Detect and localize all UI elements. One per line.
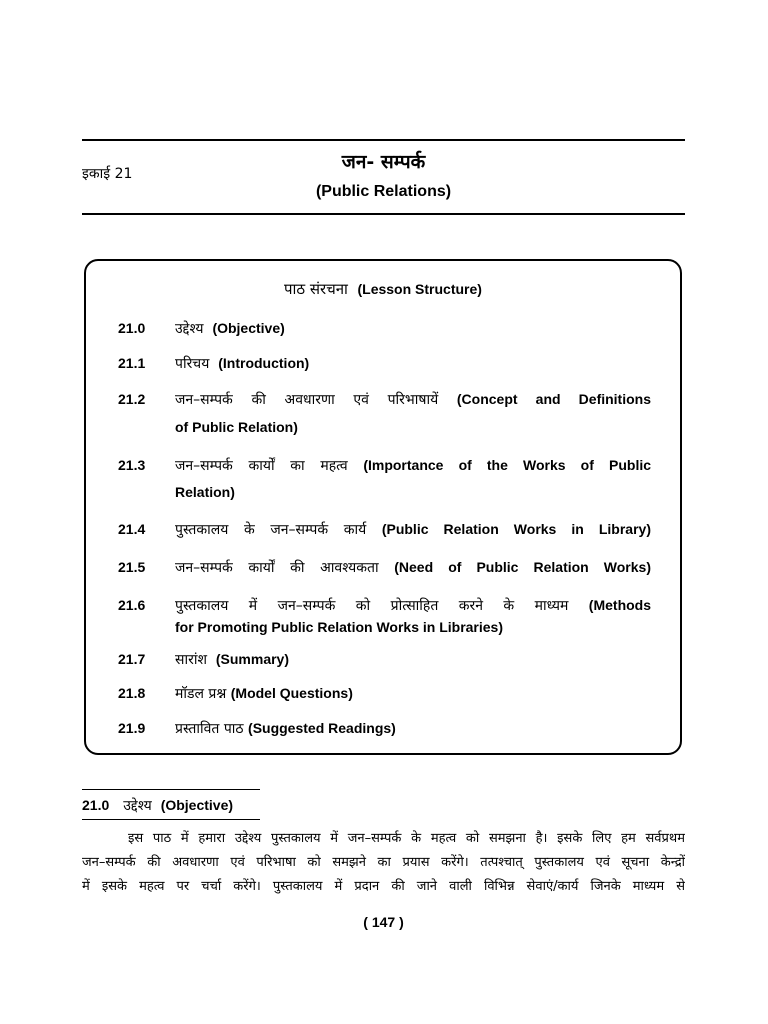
lesson-item-number: 21.7: [118, 651, 146, 667]
section-title-hindi: उद्देश्य: [123, 798, 152, 814]
lesson-item-number: 21.1: [118, 355, 146, 371]
lesson-structure-heading-hindi: पाठ संरचना: [284, 280, 348, 298]
lesson-item-text: [175, 353, 651, 374]
lesson-item-english: (Importance of the Works of Public: [363, 457, 652, 473]
lesson-item-english: (Public Relation Works in Library): [381, 521, 651, 537]
section-number: 21.0: [82, 797, 110, 813]
lesson-item-hindi: जन–सम्पर्क कार्यों की आवश्यकता: [175, 560, 379, 576]
lesson-item-hindi: जन–सम्पर्क की अवधारणा एवं परिभाषायें: [175, 392, 439, 408]
lesson-item-text: [175, 318, 651, 339]
unit-label: इकाई 21: [82, 166, 133, 182]
lesson-item-english: (Model Questions): [230, 685, 353, 701]
lesson-item-hindi: पुस्तकालय में जन–सम्पर्क को प्रोत्साहित करने के माध्यम: [175, 598, 569, 614]
lesson-item-text: [175, 649, 651, 670]
lesson-item-text: [175, 389, 651, 410]
lesson-structure-box: [84, 259, 682, 755]
lesson-item-text: [175, 595, 651, 616]
lesson-item-text: [175, 557, 651, 578]
lesson-item-hindi: पुस्तकालय के जन–सम्पर्क कार्य: [175, 522, 367, 538]
lesson-item-english-continued: for Promoting Public Relation Works in Libraries): [175, 619, 504, 635]
paragraph-line: में इसके महत्व पर चर्चा करेंगे। पुस्तकालय में प्रदान की जाने वाली विभिन्न सेवाएं/कार्य जिनके माध्यम से: [82, 879, 685, 894]
header-rule-bottom: [82, 213, 685, 215]
section-heading: [82, 796, 233, 815]
lesson-item-hindi: सारांश: [175, 652, 207, 668]
lesson-item-number: 21.4: [118, 521, 146, 537]
header-rule-top: [82, 139, 685, 141]
lesson-item-number: 21.9: [118, 720, 146, 736]
lesson-item-english: (Introduction): [218, 355, 310, 371]
section-heading-rule-bottom: [82, 819, 260, 820]
lesson-item-english-continued: Relation): [175, 484, 235, 500]
lesson-item-hindi: उद्देश्य: [175, 321, 204, 337]
chapter-title-hindi: जन- सम्पर्क: [341, 151, 426, 173]
lesson-item-text: [175, 718, 651, 739]
lesson-item-hindi: परिचय: [175, 356, 210, 372]
lesson-item-number: 21.0: [118, 320, 146, 336]
lesson-structure-heading: [86, 279, 680, 299]
lesson-item-hindi: जन–सम्पर्क कार्यों का महत्व: [175, 458, 348, 474]
lesson-item-english: (Suggested Readings): [248, 720, 396, 736]
lesson-item-hindi: मॉडल प्रश्न: [175, 686, 227, 702]
lesson-item-text: [175, 455, 651, 476]
lesson-item-number: 21.5: [118, 559, 146, 575]
lesson-item-hindi: प्रस्तावित पाठ: [175, 721, 244, 737]
lesson-item-english: (Methods: [588, 597, 652, 613]
section-heading-rule-top: [82, 789, 260, 790]
paragraph-line: जन–सम्पर्क की अवधारणा एवं परिभाषा को समझने का प्रयास करेंगे। तत्पश्चात् पुस्तकालय एवं सूचना केन्द्रों: [82, 855, 685, 870]
lesson-item-english: (Need of Public Relation Works): [394, 559, 651, 575]
lesson-item-english: (Summary): [215, 651, 290, 667]
lesson-item-english-continued: of Public Relation): [175, 419, 298, 435]
lesson-structure-heading-english: (Lesson Structure): [357, 281, 482, 297]
lesson-item-number: 21.3: [118, 457, 146, 473]
lesson-item-number: 21.6: [118, 597, 146, 613]
lesson-item-text: [175, 683, 651, 704]
lesson-item-number: 21.8: [118, 685, 146, 701]
lesson-item-english: (Concept and Definitions: [456, 391, 652, 407]
lesson-item-english: (Objective): [212, 320, 285, 336]
paragraph-line: इस पाठ में हमारा उद्देश्य पुस्तकालय में जन–सम्पर्क के महत्व को समझना है। इसके लिए हम सर्वप्रथम: [128, 831, 685, 846]
lesson-item-text: [175, 519, 651, 540]
chapter-title-english: (Public Relations): [315, 183, 452, 200]
lesson-item-number: 21.2: [118, 391, 146, 407]
section-title-english: (Objective): [160, 797, 234, 813]
page-number: ( 147 ): [363, 914, 404, 930]
